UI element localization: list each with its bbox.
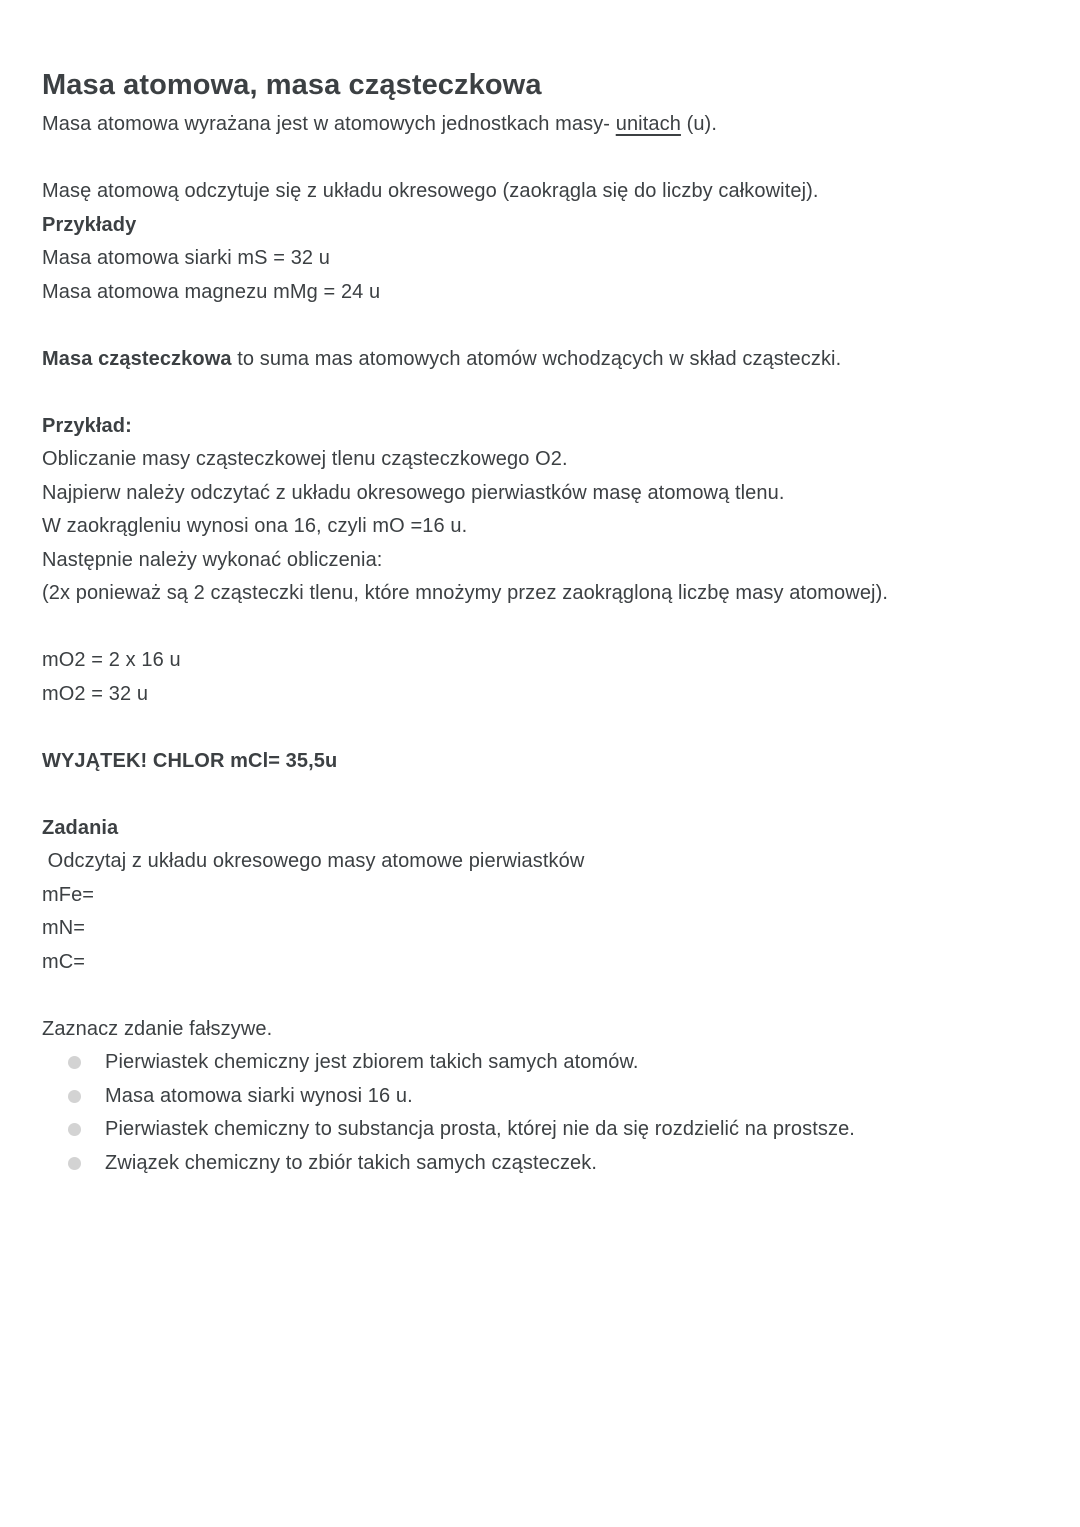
list-item — [42, 1080, 1042, 1114]
list-item — [42, 1147, 1042, 1181]
exception-line: WYJĄTEK! CHLOR mCl= 35,5u — [42, 749, 338, 772]
molecular-mass-definition-section — [42, 343, 1042, 377]
quiz-option: Związek chemiczny to zbiór takich samych cząsteczek. — [105, 1151, 598, 1174]
example-sulfur-line: Masa atomowa siarki mS = 32 u — [42, 247, 331, 269]
quiz-option: Pierwiastek chemiczny jest zbiorem takich samych atomów. — [105, 1051, 639, 1073]
task-blank-line: mC= — [42, 950, 86, 973]
quiz-section — [42, 1013, 1042, 1181]
example-heading: Przykład: — [42, 414, 132, 437]
molecular-mass-rest: to suma mas atomowych atomów wchodzących w skład cząsteczki. — [231, 347, 842, 370]
calculation-line: mO2 = 2 x 16 u — [42, 649, 181, 671]
page-title: Masa atomowa, masa cząsteczkowa — [42, 69, 542, 101]
example-line: W zaokrągleniu wynosi ona 16, czyli mO =16 u. — [42, 515, 468, 537]
molecular-mass-term: Masa cząsteczkowa — [42, 347, 232, 370]
tasks-heading: Zadania — [42, 816, 119, 839]
task-blank-line: mFe= — [42, 883, 95, 906]
quiz-option: Pierwiastek chemiczny to substancja prosta, której nie da się rozdzielić na prostsze. — [105, 1118, 855, 1140]
quiz-option: Masa atomowa siarki wynosi 16 u. — [105, 1084, 413, 1107]
bullet-dot — [68, 1056, 81, 1069]
calculation-line: mO2 = 32 u — [42, 682, 149, 705]
title-section — [42, 62, 1042, 142]
bullet-dot — [68, 1123, 81, 1136]
task-blank-line: mN= — [42, 917, 86, 939]
exception-section — [42, 745, 1042, 779]
example-magnesium-line: Masa atomowa magnezu mMg = 24 u — [42, 280, 381, 303]
bullet-dot — [68, 1090, 81, 1103]
list-item — [42, 1046, 1042, 1080]
example-line: Najpierw należy odczytać z układu okresowego pierwiastków masę atomową tlenu. — [42, 481, 785, 504]
example-line: (2x ponieważ są 2 cząsteczki tlenu, które mnożymy przez zaokrągloną liczbę masy atomowej). — [42, 582, 889, 604]
bullet-dot — [68, 1157, 81, 1170]
example-line: Obliczanie masy cząsteczkowej tlenu cząsteczkowego O2. — [42, 448, 568, 470]
intro-paragraph — [42, 108, 1042, 142]
examples-heading: Przykłady — [42, 213, 137, 236]
intro-prefix: Masa atomowa wyrażana jest w atomowych jednostkach masy- — [42, 113, 616, 135]
atomic-mass-examples-section — [42, 175, 1042, 309]
quiz-prompt: Zaznacz zdanie fałszywe. — [42, 1017, 273, 1040]
calculation-section — [42, 644, 1042, 711]
molecular-mass-definition — [42, 343, 1042, 377]
tasks-section — [42, 812, 1042, 980]
bullet-list — [42, 1046, 1042, 1180]
intro-suffix: (u). — [680, 113, 717, 135]
underlined-term: unitach — [615, 113, 681, 135]
oxygen-example-section — [42, 410, 1042, 611]
example-line: Następnie należy wykonać obliczenia: — [42, 548, 383, 571]
task-instruction: Odczytaj z układu okresowego masy atomowe pierwiastków — [42, 850, 585, 872]
list-item — [42, 1113, 1042, 1147]
reading-rule-line: Masę atomową odczytuje się z układu okresowego (zaokrągla się do liczby całkowitej). — [42, 180, 819, 202]
